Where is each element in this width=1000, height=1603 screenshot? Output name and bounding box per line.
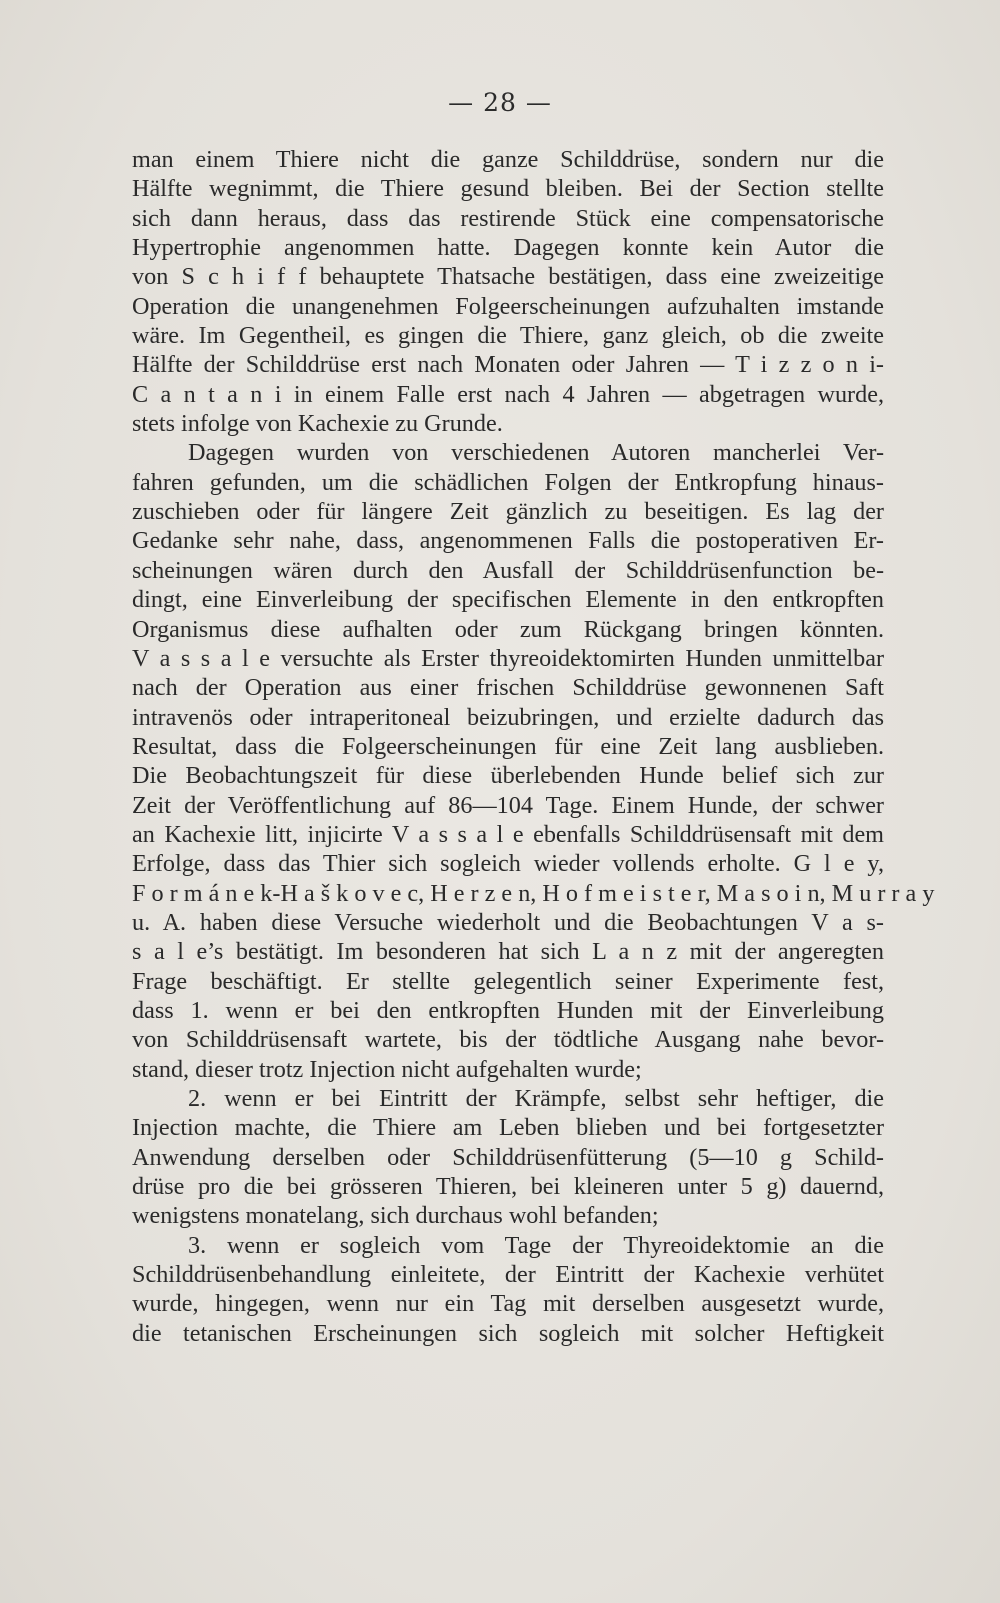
text-line: Zeit der Veröffentlichung auf 86—104 Tage. Einem Hunde, der schwer (132, 791, 884, 819)
text-line: scheinungen wären durch den Ausfall der Schilddrüsenfunction be- (132, 556, 884, 584)
text-line: nach der Operation aus einer frischen Schilddrüse gewonnenen Saft (132, 674, 884, 702)
text-line: Operation die unangenehmen Folgeerscheinungen aufzuhalten imstande (132, 292, 884, 320)
text-line: Anwendung derselben oder Schilddrüsenfütterung (5—10 g Schild- (132, 1143, 884, 1171)
text-line: dass 1. wenn er bei den entkropften Hunden mit der Einverleibung (132, 996, 884, 1024)
page-number: — 28 — (448, 88, 552, 117)
text-line: Hypertrophie angenommen hatte. Dagegen konnte kein Autor die (132, 234, 884, 262)
text-line: Resultat, dass die Folgeerscheinungen für eine Zeit lang ausblieben. (132, 732, 884, 760)
text-line: intravenös oder intraperitoneal beizubringen, und erzielte dadurch das (132, 703, 884, 731)
text-line: die tetanischen Erscheinungen sich sogleich mit solcher Heftigkeit (132, 1319, 884, 1347)
text-line: Hälfte wegnimmt, die Thiere gesund bleiben. Bei der Section stellte (132, 175, 884, 203)
text-line: zuschieben oder für längere Zeit gänzlich zu beseitigen. Es lag der (132, 498, 884, 526)
text-line: wäre. Im Gegentheil, es gingen die Thiere, ganz gleich, ob die zweite (132, 322, 884, 350)
text-line: Frage beschäftigt. Er stellte gelegentlich seiner Experimente fest, (132, 967, 884, 995)
text-line: wurde, hingegen, wenn nur ein Tag mit derselben ausgesetzt wurde, (132, 1290, 884, 1318)
text-line: dingt, eine Einverleibung der specifischen Elemente in den entkropften (132, 586, 884, 614)
text-line: Hälfte der Schilddrüse erst nach Monaten oder Jahren — T i z z o n i- (132, 351, 884, 379)
text-line: s a l e’s bestätigt. Im besonderen hat sich L a n z mit der angeregten (132, 938, 884, 966)
text-line: sich dann heraus, dass das restirende Stück eine compensatorische (132, 204, 884, 232)
text-line: Gedanke sehr nahe, dass, angenommenen Falls die postoperativen Er- (132, 527, 884, 555)
text-line: 2. wenn er bei Eintritt der Krämpfe, selbst sehr heftiger, die (188, 1085, 884, 1112)
text-line: stand, dieser trotz Injection nicht aufgehalten wurde; (132, 1055, 642, 1083)
text-line: Schilddrüsenbehandlung einleitete, der Eintritt der Kachexie verhütet (132, 1261, 884, 1289)
text-line: drüse pro die bei grösseren Thieren, bei kleineren unter 5 g) dauernd, (132, 1173, 884, 1201)
body-text (132, 145, 935, 1348)
text-line: man einem Thiere nicht die ganze Schilddrüse, sondern nur die (132, 146, 884, 173)
text-line: Die Beobachtungszeit für diese überlebenden Hunde belief sich zur (132, 762, 884, 790)
text-line: C a n t a n i in einem Falle erst nach 4 Jahren — abgetragen wurde, (132, 380, 884, 408)
text-line: u. A. haben diese Versuche wiederholt und die Beobachtungen V a s- (132, 908, 884, 936)
text-line: V a s s a l e versuchte als Erster thyreoidektomirten Hunden unmittelbar (132, 644, 884, 672)
text-line: von Schilddrüsensaft wartete, bis der tödtliche Ausgang nahe bevor- (132, 1026, 884, 1054)
text-line: F o r m á n e k-H a š k o v e c, H e r z e n, H o f m e i s t e r, M a s o i n, M u r r a y (132, 879, 935, 907)
text-line: fahren gefunden, um die schädlichen Folgen der Entkropfung hinaus- (132, 468, 884, 496)
text-line: an Kachexie litt, injicirte V a s s a l e ebenfalls Schilddrüsensaft mit dem (132, 820, 884, 848)
text-line: Organismus diese aufhalten oder zum Rückgang bringen könnten. (132, 615, 884, 643)
text-line: stets infolge von Kachexie zu Grunde. (132, 410, 503, 438)
text-line: wenigstens monatelang, sich durchaus wohl befanden; (132, 1202, 659, 1230)
text-line: Erfolge, dass das Thier sich sogleich wieder vollends erholte. G l e y, (132, 850, 884, 878)
text-line: 3. wenn er sogleich vom Tage der Thyreoidektomie an die (188, 1231, 884, 1259)
text-line: Injection machte, die Thiere am Leben blieben und bei fortgesetzter (132, 1114, 884, 1142)
text-line: von S c h i f f behauptete Thatsache bestätigen, dass eine zweizeitige (132, 263, 884, 291)
text-line: Dagegen wurden von verschiedenen Autoren mancherlei Ver- (188, 439, 884, 467)
